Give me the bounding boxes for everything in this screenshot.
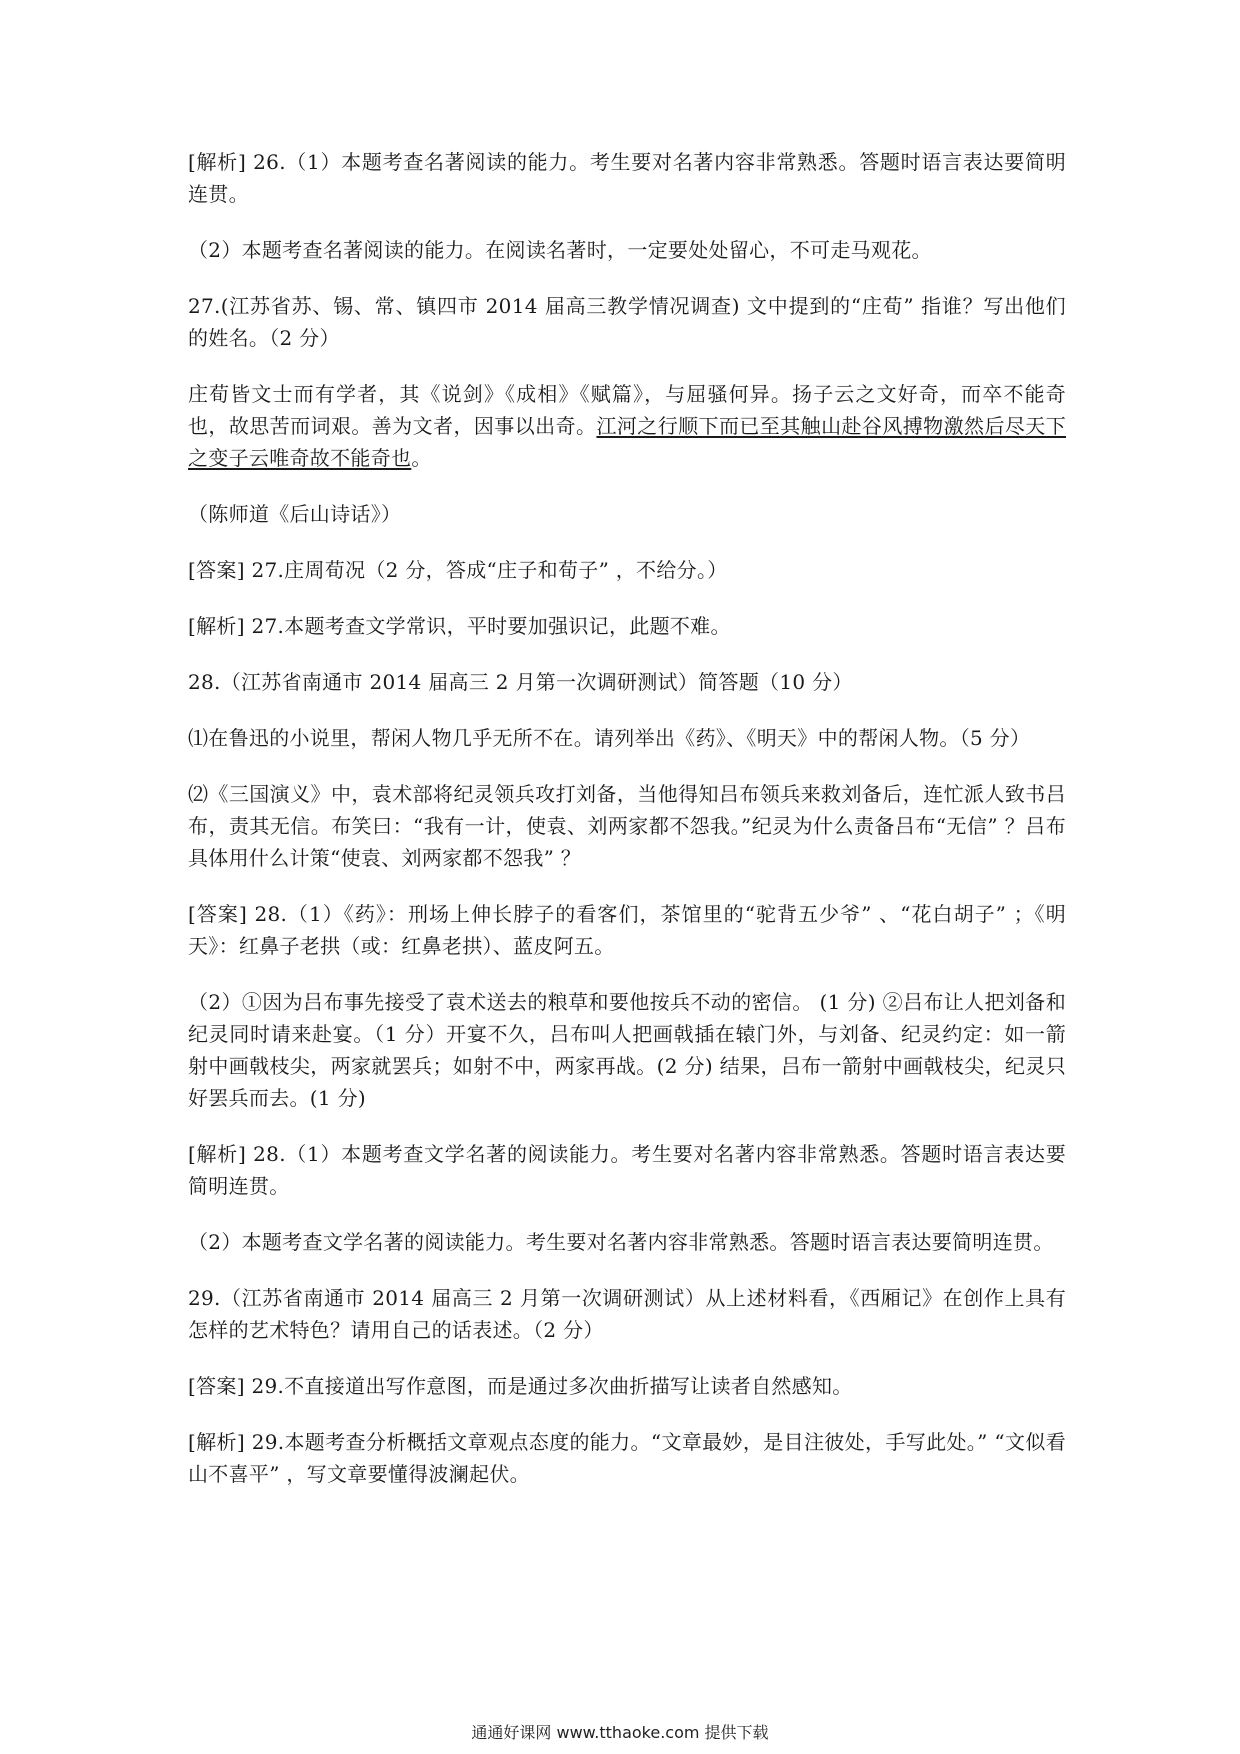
question-28-1: ⑴在鲁迅的小说里，帮闲人物几乎无所不在。请列举出《药》、《明天》中的帮闲人物。（5 分） xyxy=(188,726,1031,750)
passage-27-source: （陈师道《后山诗话》） xyxy=(188,502,402,526)
answer-29: [答案] 29.不直接道出写作意图，而是通过多次曲折描写让读者自然感知。 xyxy=(188,1374,853,1398)
analysis-28-1: [解析] 28.（1）本题考查文学名著的阅读能力。考生要对名著内容非常熟悉。答题时语言表达要简明连贯。 xyxy=(188,1142,1066,1198)
analysis-27: [解析] 27.本题考查文学常识，平时要加强识记，此题不难。 xyxy=(188,614,731,638)
question-28-2: ⑵《三国演义》中，袁术部将纪灵领兵攻打刘备，当他得知吕布领兵来救刘备后，连忙派人致书吕布，责其无信。布笑曰：“我有一计，使袁、刘两家都不怨我。”纪灵为什么责备吕布“无信” ？吕布具体用什么计策“使袁、刘两家都不怨我” ？ xyxy=(188,782,1066,870)
question-27: 27.(江苏省苏、锡、常、镇四市 2014 届高三教学情况调查) 文中提到的“庄荀” 指谁？写出他们的姓名。（2 分） xyxy=(188,294,1066,350)
passage-27 xyxy=(188,378,1066,474)
analysis-26-1: [解析] 26.（1）本题考查名著阅读的能力。考生要对名著内容非常熟悉。答题时语言表达要简明连贯。 xyxy=(188,150,1066,206)
question-28: 28.（江苏省南通市 2014 届高三 2 月第一次调研测试）简答题（10 分） xyxy=(188,670,853,694)
answer-27: [答案] 27.庄周荀况（2 分，答成“庄子和荀子” ，不给分。） xyxy=(188,558,728,582)
answer-28-2: （2）①因为吕布事先接受了袁术送去的粮草和要他按兵不动的密信。 (1 分) ②吕布让人把刘备和纪灵同时请来赴宴。（1 分）开宴不久，吕布叫人把画戟插在辕门外，与刘备、纪灵约定：如一箭射中画戟枝尖，两家就罢兵；如射不中，两家再战。(2 分) 结果，吕布一箭射中画戟枝尖，纪灵只好罢兵而去。(1 分) xyxy=(188,990,1066,1110)
page-footer: 通通好课网 www.tthaoke.com 提供下载 xyxy=(471,1723,769,1742)
analysis-29: [解析] 29.本题考查分析概括文章观点态度的能力。“文章最妙，是目注彼处，手写此处。” “文似看山不喜平” ，写文章要懂得波澜起伏。 xyxy=(188,1430,1066,1486)
document-body xyxy=(188,146,1066,1514)
analysis-28-2: （2）本题考查文学名著的阅读能力。考生要对名著内容非常熟悉。答题时语言表达要简明连贯。 xyxy=(188,1230,1054,1254)
passage-27-text: 庄荀皆文士而有学者，其《说剑》《成相》《赋篇》，与屈骚何异。扬子云之文好奇，而卒不能奇也，故思苦而词艰。善为文者，因事以出奇。 xyxy=(188,382,1066,438)
question-29: 29.（江苏省南通市 2014 届高三 2 月第一次调研测试）从上述材料看，《西厢记》在创作上具有怎样的艺术特色？请用自己的话表述。（2 分） xyxy=(188,1286,1066,1342)
passage-27-end: 。 xyxy=(411,446,432,470)
passage-27-underlined: 江河之行顺下而已至其触山赴谷风搏物激然后尽天下之变子云唯奇故不能奇也 xyxy=(188,414,1067,470)
analysis-26-2: （2）本题考查名著阅读的能力。在阅读名著时，一定要处处留心，不可走马观花。 xyxy=(188,238,932,262)
answer-28-1: [答案] 28.（1）《药》：刑场上伸长脖子的看客们，茶馆里的“驼背五少爷” 、“花白胡子” ；《明天》：红鼻子老拱（或：红鼻老拱）、蓝皮阿五。 xyxy=(188,902,1066,958)
